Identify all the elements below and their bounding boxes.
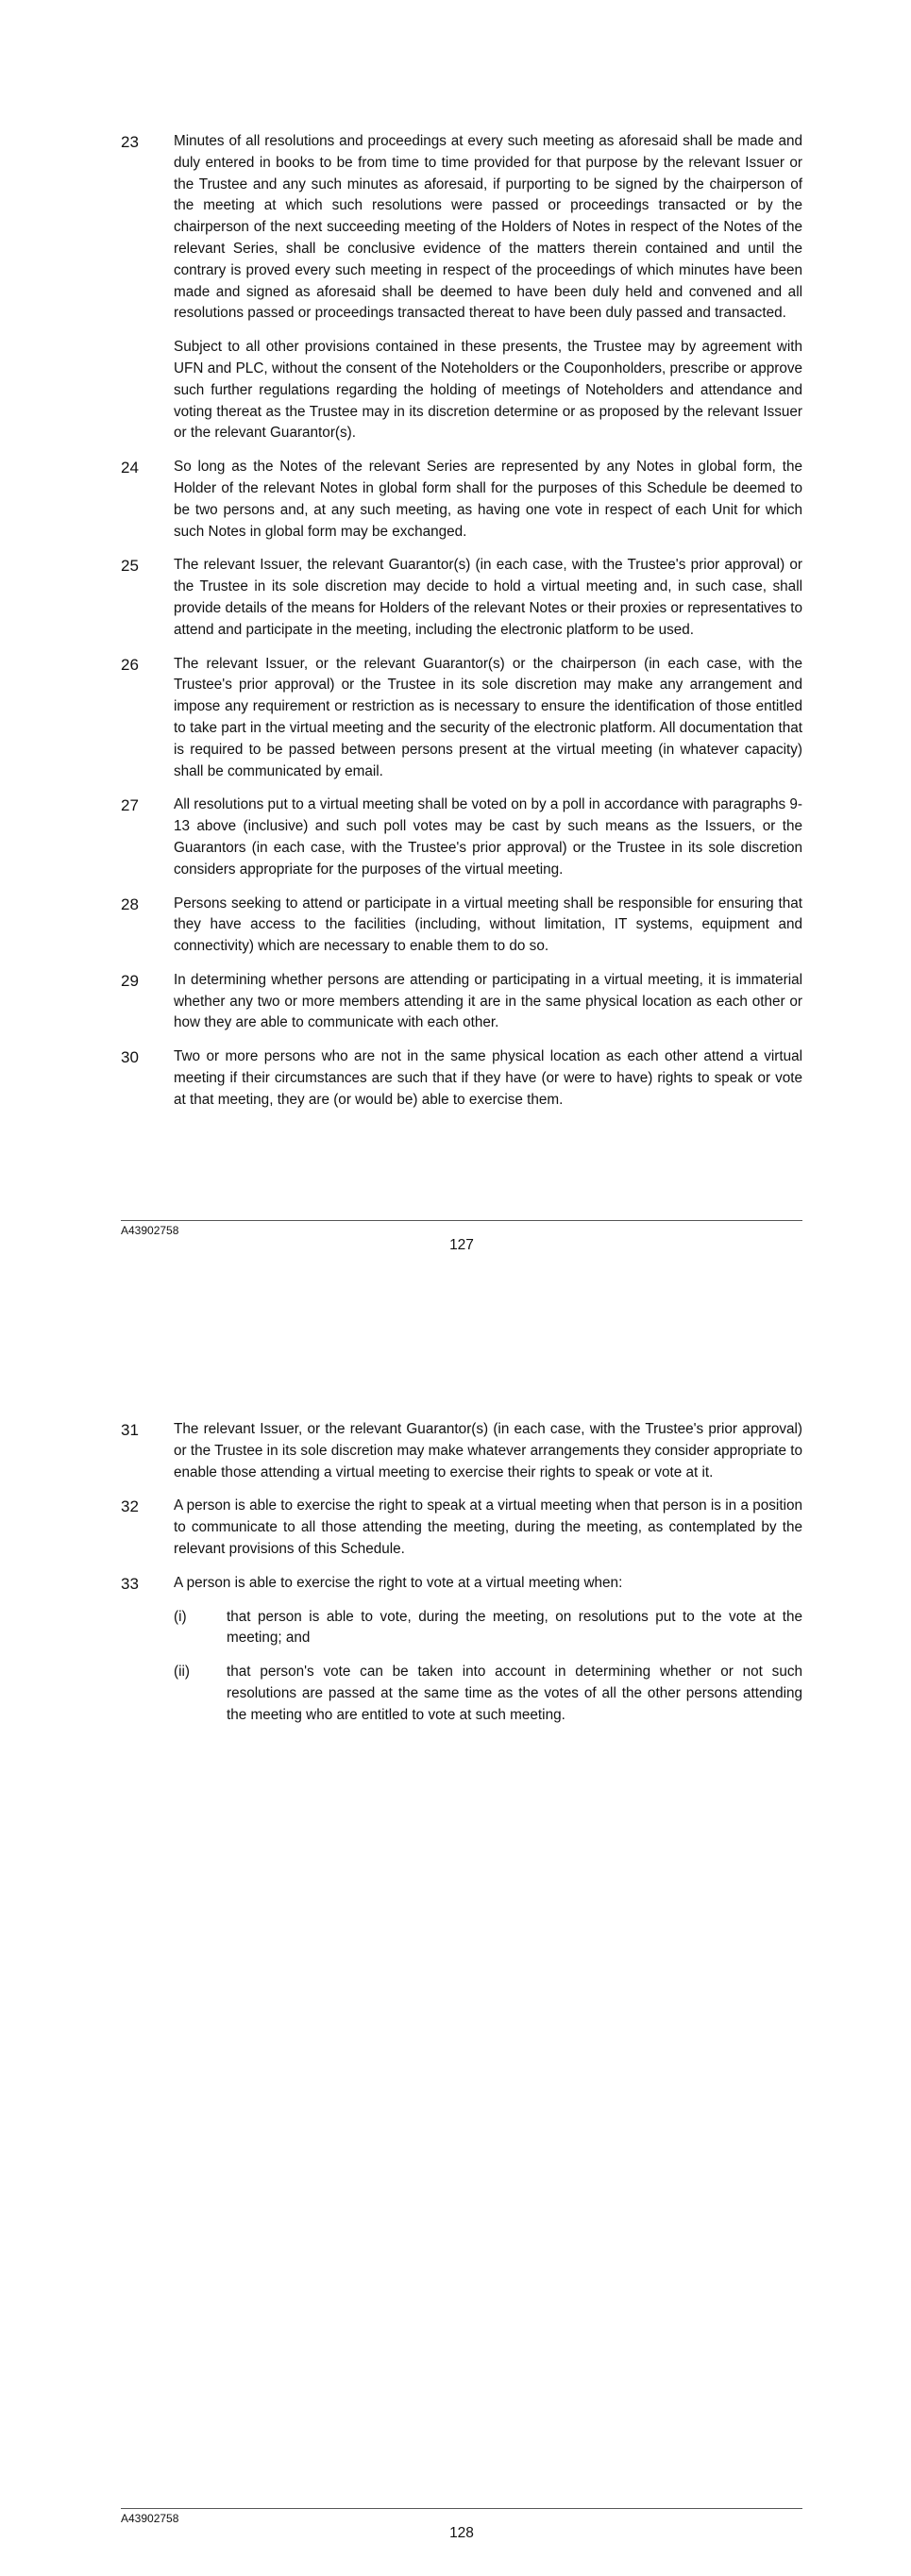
clause-body (174, 1496, 802, 1560)
clause-body (174, 894, 802, 958)
sub-clause-number: (i) (174, 1608, 187, 1625)
clause-number: 30 (121, 1048, 139, 1067)
clause-paragraph: The relevant Issuer, the relevant Guarantor(s) (in each case, with the Trustee's prior approval) or the Trustee in its sole discretion may decide to hold a virtual meeting and, in such case, shall provide details of the means for Holders of the relevant Notes or their proxies or representatives to attend and participate in the meeting, including the electronic platform to be used. (174, 557, 802, 638)
page-number: 127 (449, 1237, 474, 1253)
clause-paragraph: A person is able to exercise the right to vote at a virtual meeting when: (174, 1574, 623, 1591)
clause-number: 33 (121, 1574, 139, 1593)
clause-number: 23 (121, 133, 139, 151)
clause (121, 457, 802, 543)
footer-rule (121, 1220, 802, 1221)
clause (121, 555, 802, 641)
clause-body (174, 1573, 802, 1727)
page-number: 128 (449, 2525, 474, 2541)
clause-number: 28 (121, 895, 139, 913)
clause-paragraph: Subject to all other provisions contained in these presents, the Trustee may by agreement with UFN and PLC, without the consent of the Noteholders or the Couponholders, prescribe or approve such further regulations regarding the holding of meetings of Noteholders and attendance and voting thereat as the Trustee may in its discretion determine or as proposed by the relevant Issuer or the relevant Guarantor(s). (174, 339, 802, 442)
clause (121, 1496, 802, 1560)
clause-body (174, 654, 802, 783)
clause-paragraph: Persons seeking to attend or participate in a virtual meeting shall be responsible for ensuring that they have access to the facilities (including, without limitation, IT systems, equipment and connectivity) which are necessary to enable them to do so. (174, 895, 802, 955)
clause-body (174, 555, 802, 641)
clause-body (174, 795, 802, 880)
clause (121, 795, 802, 880)
clause (121, 654, 802, 783)
clause-number: 27 (121, 796, 139, 815)
clause (121, 1573, 802, 1727)
clause-paragraph: Two or more persons who are not in the same physical location as each other attend a virtual meeting if their circumstances are such that if they have (or were to have) rights to speak or vote at that meeting, they are (or would be) able to exercise them. (174, 1048, 802, 1108)
sub-clause-text: that person's vote can be taken into account in determining whether or not such resolutions are passed at the same time as the votes of all the other persons attending the meeting who are entitled to vote at such meeting. (227, 1664, 802, 1723)
sub-clause (174, 1607, 802, 1650)
clause-paragraph: The relevant Issuer, or the relevant Guarantor(s) (in each case, with the Trustee's prior approval) or the Trustee in its sole discretion may make whatever arrangements they consider appropriate to enable those attending a virtual meeting to exercise their rights to speak or vote at it. (174, 1421, 802, 1480)
sub-clause (174, 1662, 802, 1726)
clause (121, 131, 802, 444)
clause-body (174, 457, 802, 543)
clause-body (174, 1046, 802, 1111)
clause-number: 32 (121, 1497, 139, 1516)
clause-body (174, 131, 802, 444)
page-footer (121, 1220, 802, 1253)
clause-paragraph: In determining whether persons are attending or participating in a virtual meeting, it is immaterial whether any two or more members attending it are in the same physical location as each other or how they are able to communicate with each other. (174, 971, 802, 1031)
document-reference: A43902758 (121, 2512, 179, 2525)
clause-number: 31 (121, 1421, 139, 1439)
clause-body (174, 970, 802, 1034)
clause-number: 29 (121, 971, 139, 990)
sub-clause-text: that person is able to vote, during the meeting, on resolutions put to the vote at the meeting; and (227, 1608, 802, 1647)
clause-number: 26 (121, 655, 139, 674)
clause-paragraph: So long as the Notes of the relevant Series are represented by any Notes in global form, the Holder of the relevant Notes in global form shall for the purposes of this Schedule be deemed to be two persons and, at any such meeting, as having one vote in respect of each Unit for which such Notes in global form may be exchanged. (174, 459, 802, 540)
page-content (121, 131, 802, 1124)
clause (121, 970, 802, 1034)
page-footer (121, 2508, 802, 2541)
clause-paragraph: A person is able to exercise the right to speak at a virtual meeting when that person is in a position to communicate to all those attending the meeting, during the meeting, as contemplated by the relevant provisions of this Schedule. (174, 1497, 802, 1557)
clause-body (174, 1419, 802, 1483)
clause-number: 24 (121, 459, 139, 477)
footer-rule (121, 2508, 802, 2509)
clause (121, 894, 802, 958)
page-content (121, 1419, 802, 1739)
clause-paragraph: The relevant Issuer, or the relevant Guarantor(s) or the chairperson (in each case, with the Trustee's prior approval) or the Trustee in its sole discretion may make any arrangement and impose any requirement or restriction as is necessary to ensure the identification of those entitled to take part in the virtual meeting and the security of the electronic platform. All documentation that is required to be passed between persons present at the virtual meeting (in whatever capacity) shall be communicated by email. (174, 655, 802, 779)
clause-paragraph: All resolutions put to a virtual meeting shall be voted on by a poll in accordance with paragraphs 9-13 above (inclusive) and such poll votes may be cast by such means as the Issuers, or the Guarantors (in each case, with the Trustee's prior approval) or the Trustee in its sole discretion considers appropriate for the purposes of the virtual meeting. (174, 796, 802, 878)
sub-clause-number: (ii) (174, 1664, 190, 1681)
clause (121, 1046, 802, 1111)
document-reference: A43902758 (121, 1224, 179, 1237)
document-page (0, 1288, 911, 2576)
clause-paragraph: Minutes of all resolutions and proceedings at every such meeting as aforesaid shall be made and duly entered in books to be from time to time provided for that purpose by the relevant Issuer or the Trustee and any such minutes as aforesaid, if purporting to be signed by the chairperson of the meeting at which such resolutions were passed or proceedings transacted or by the chairperson of the next succeeding meeting of the Holders of Notes in respect of the Notes of the relevant Series, shall be conclusive evidence of the matters therein contained and until the contrary is proved every such meeting in respect of the proceedings of which minutes have been made and signed as aforesaid shall be deemed to have been duly held and convened and all resolutions passed or proceedings transacted thereat to have been duly passed and transacted. (174, 133, 802, 322)
clause (121, 1419, 802, 1483)
clause-number: 25 (121, 557, 139, 576)
